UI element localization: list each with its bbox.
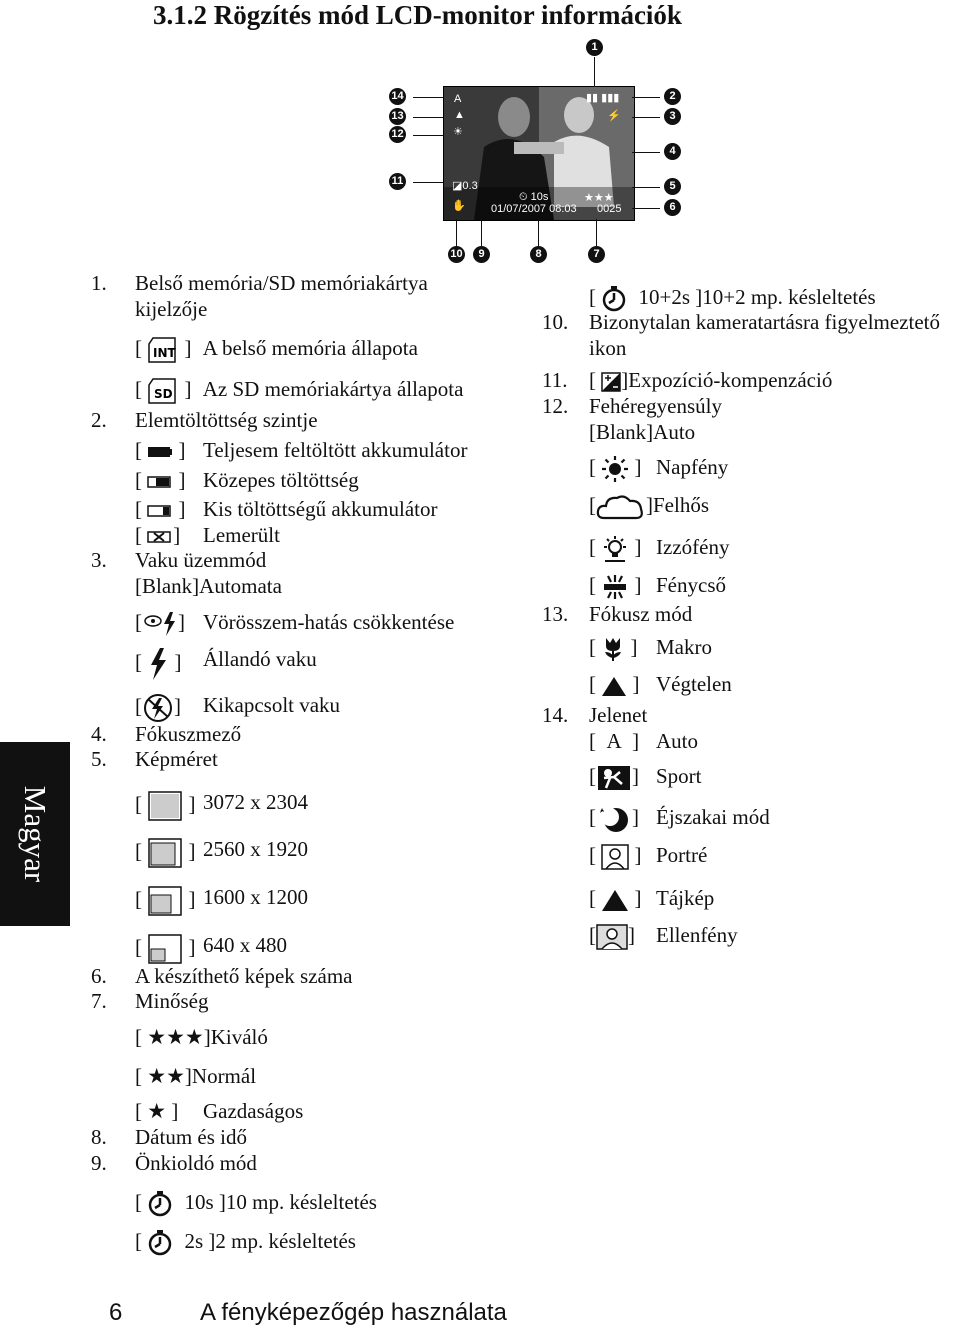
wb-daylight-row: [ ] Napfény (589, 455, 642, 483)
item-number-12: 12. (542, 394, 569, 418)
red-eye-flash-text: Vörösszem-hatás csökkentése (203, 610, 455, 634)
svg-text:INT: INT (153, 346, 176, 361)
self-timer-icon (601, 286, 627, 312)
lcd-wb-icon: ☀ (453, 126, 463, 138)
item-1-title: Belső memória/SD memóriakártya (135, 271, 428, 295)
size-2560-icon (147, 837, 183, 869)
item-6-title: A készíthető képek száma (135, 964, 353, 988)
callout-14: 14 (389, 88, 406, 105)
scene-auto-text: Auto (656, 729, 698, 753)
scene-auto-row: [ A ] Auto (589, 729, 698, 753)
flash-forced-row: [ ] Állandó vaku (135, 647, 182, 681)
scene-night-row: [ ] Éjszakai mód (589, 805, 639, 833)
callout-line-7 (596, 219, 597, 246)
forced-flash-icon (147, 647, 169, 681)
callout-line-2 (632, 97, 660, 98)
size-1600-text: 1600 x 1200 (203, 885, 308, 909)
callout-2: 2 (664, 88, 681, 105)
lcd-quality-icon: ★★★ (584, 192, 614, 204)
timer-10s-row: [ 10s ]10 mp. késleltetés (135, 1190, 377, 1217)
size-1600-row: [ ] 1600 x 1200 (135, 885, 196, 917)
page-number: 6 (109, 1299, 123, 1326)
size-640-text: 640 x 480 (203, 933, 287, 957)
side-language-tab (0, 742, 70, 926)
callout-5: 5 (664, 178, 681, 195)
sd-card-text: Az SD memóriakártya állapota (202, 377, 464, 401)
callout-13: 13 (389, 108, 406, 125)
flash-off-icon (142, 693, 174, 723)
self-timer-icon (147, 1230, 173, 1256)
portrait-icon (601, 844, 629, 870)
quality-normal-text: ]Normál (184, 1064, 257, 1088)
quality-fine-text: ]Kiváló (203, 1025, 268, 1049)
cloud-icon (596, 493, 646, 521)
item-number-5: 5. (91, 747, 107, 771)
battery-empty-text: Lemerült (203, 523, 280, 547)
item-9-title: Önkioldó mód (135, 1151, 257, 1175)
wb-tungsten-text: Izzófény (656, 535, 730, 559)
battery-empty-row: [ ] Lemerült (135, 523, 280, 547)
callout-line-4 (632, 152, 660, 153)
callout-line-1 (594, 57, 595, 87)
scene-landscape-row: [ ] Tájkép (589, 886, 642, 912)
red-eye-flash-icon (142, 611, 178, 637)
scene-night-text: Éjszakai mód (656, 805, 770, 829)
battery-half-text: Közepes töltöttség (203, 468, 359, 492)
lcd-shake-icon: ✋ (452, 200, 466, 212)
timer-10s-text: 10s ]10 mp. késleltetés (184, 1190, 377, 1214)
flash-redeye-row: [ ] Vörösszem-hatás csökkentése (135, 610, 185, 637)
two-star-icon: ★★ (147, 1064, 185, 1088)
quality-fine-row: [ ★★★]Kiváló (135, 1025, 268, 1049)
wb-fluorescent-text: Fénycső (656, 573, 726, 597)
lcd-ev-value: 0.3 (462, 180, 478, 192)
timer-2s-text: 2s ]2 mp. késleltetés (184, 1229, 356, 1253)
battery-empty-icon (147, 530, 173, 544)
item-3-subtitle: [Blank]Automata (135, 574, 282, 598)
internal-memory-text: A belső memória állapota (202, 336, 418, 360)
lcd-screen-illustration (443, 86, 635, 221)
callout-1: 1 (586, 39, 603, 56)
timer-2s-row: [ 2s ]2 mp. késleltetés (135, 1229, 356, 1256)
internal-memory-icon (147, 336, 179, 364)
size-3072-text: 3072 x 2304 (203, 790, 308, 814)
item-number-9: 9. (91, 1151, 107, 1175)
callout-11: 11 (389, 173, 406, 190)
section-title: 3.1.2 Rögzítés mód LCD-monitor információk (153, 0, 682, 30)
item-number-4: 4. (91, 722, 107, 746)
wb-tungsten-row: [ ] Izzófény (589, 535, 642, 563)
item-number-3: 3. (91, 548, 107, 572)
lcd-focus-icon: ▲ (454, 109, 465, 121)
lcd-timer-value: 10s (530, 191, 549, 203)
battery-full-text: Teljesem feltöltött akkumulátor (203, 438, 468, 462)
exposure-compensation-icon (601, 372, 621, 392)
callout-10: 10 (448, 246, 465, 263)
callout-line-5 (632, 187, 660, 188)
focus-macro-text: Makro (656, 635, 712, 659)
size-1600-icon (147, 885, 183, 917)
item-1-title-cont: kijelzője (135, 297, 208, 321)
item-number-14: 14. (542, 703, 569, 727)
item-10-title: Bizonytalan kameratartásra figyelmeztető (589, 310, 941, 334)
item-number-11: 11. (542, 368, 568, 392)
sd-card-icon (147, 377, 179, 405)
item-number-13: 13. (542, 602, 569, 626)
scene-sport-text: Sport (656, 764, 702, 788)
item-number-8: 8. (91, 1125, 107, 1149)
item-10-title-cont: ikon (589, 336, 627, 360)
item-number-7: 7. (91, 989, 107, 1013)
battery-full-icon (147, 445, 173, 459)
mountain-icon (601, 675, 627, 697)
flash-off-row: [ ] Kikapcsolt vaku (135, 693, 181, 723)
quality-normal-row: [ ★★]Normál (135, 1064, 257, 1088)
item-8-title: Dátum és idő (135, 1125, 247, 1149)
size-3072-icon (147, 790, 183, 822)
fluorescent-icon (601, 575, 629, 599)
battery-half-icon (147, 475, 173, 489)
callout-line-12 (413, 135, 443, 136)
lcd-ev-indicator: ◪0.3 (452, 180, 478, 192)
callout-8: 8 (530, 246, 547, 263)
scene-backlight-row: [ ] Ellenfény (589, 923, 635, 950)
item-4-title: Fókuszmező (135, 722, 242, 746)
svg-text:SD: SD (154, 387, 173, 402)
focus-infinity-text: Végtelen (656, 672, 732, 696)
item-12-title: Fehéregyensúly (589, 394, 722, 418)
callout-9: 9 (473, 246, 490, 263)
item-11-row: [ ]Expozíció-kompenzáció (589, 368, 833, 392)
size-2560-row: [ ] 2560 x 1920 (135, 837, 196, 869)
wb-cloudy-text: ]Felhős (646, 493, 709, 517)
landscape-icon (601, 888, 629, 912)
item-3-title: Vaku üzemmód (135, 548, 267, 572)
battery-low-icon (147, 504, 173, 518)
item-11-title: ]Expozíció-kompenzáció (621, 368, 833, 392)
sport-runner-icon (596, 764, 632, 792)
lcd-datetime: 01/07/2007 08:03 (491, 203, 577, 215)
item-5-title: Képméret (135, 747, 218, 771)
timer-10-2s-row: [ 10+2s ]10+2 mp. késleltetés (589, 285, 876, 312)
quality-economy-row: [ ★ ] Gazdaságos (135, 1099, 304, 1123)
item-2-title: Elemtöltöttség szintje (135, 408, 318, 432)
scene-landscape-text: Tájkép (656, 886, 715, 910)
memory-int-row: [ INT ] A belső memória állapota (135, 336, 418, 364)
battery-full-row: [ ] Teljesem feltöltött akkumulátor (135, 438, 468, 462)
item-7-title: Minőség (135, 989, 209, 1013)
callout-7: 7 (588, 246, 605, 263)
item-number-2: 2. (91, 408, 107, 432)
three-star-icon: ★★★ (147, 1025, 204, 1049)
scene-auto-letter: A (606, 729, 622, 753)
light-bulb-icon (601, 535, 629, 563)
wb-daylight-text: Napfény (656, 455, 729, 479)
callout-line-3 (632, 117, 660, 118)
one-star-icon: ★ (147, 1099, 167, 1123)
size-640-icon (147, 933, 183, 965)
forced-flash-text: Állandó vaku (203, 647, 317, 671)
footer-chapter-title: A fényképezőgép használata (200, 1299, 507, 1326)
size-3072-row: [ ] 3072 x 2304 (135, 790, 196, 822)
battery-half-row: [ ] Közepes töltöttség (135, 468, 359, 492)
focus-infinity-row: [ ] Végtelen (589, 672, 732, 696)
callout-3: 3 (664, 108, 681, 125)
size-2560-text: 2560 x 1920 (203, 837, 308, 861)
callout-line-6 (632, 208, 660, 209)
callout-line-9 (481, 219, 482, 246)
callout-12: 12 (389, 126, 406, 143)
lcd-flash-icon: ⚡ (607, 110, 621, 122)
scene-portrait-text: Portré (656, 843, 708, 867)
wb-fluorescent-row: [ ] Fénycső (589, 573, 642, 599)
callout-line-14 (413, 97, 443, 98)
item-number-6: 6. (91, 964, 107, 988)
callout-6: 6 (664, 199, 681, 216)
focus-macro-row: [ ] Makro (589, 635, 638, 662)
battery-low-row: [ ] Kis töltöttségű akkumulátor (135, 497, 438, 521)
item-14-title: Jelenet (589, 703, 648, 727)
lcd-timer: ⏲ 10s (519, 191, 549, 203)
night-moon-icon (596, 805, 632, 833)
lcd-scene-indicator: A (454, 93, 462, 105)
macro-flower-icon (601, 636, 625, 662)
self-timer-icon (147, 1191, 173, 1217)
wb-cloudy-row: [ ]Felhős (589, 493, 709, 521)
scene-portrait-row: [ ] Portré (589, 843, 642, 870)
callout-line-8 (538, 219, 539, 246)
flash-off-text: Kikapcsolt vaku (203, 693, 341, 717)
item-12-subtitle: [Blank]Auto (589, 420, 696, 444)
item-13-title: Fókusz mód (589, 602, 693, 626)
size-640-row: [ ] 640 x 480 (135, 933, 196, 965)
memory-sd-row: [ SD ] Az SD memóriakártya állapota (135, 377, 463, 405)
timer-10-2s-text: 10+2s ]10+2 mp. késleltetés (638, 285, 876, 309)
lcd-memory-battery-icon: ▮▮ ▮▮▮ (586, 92, 620, 104)
callout-line-13 (413, 117, 443, 118)
callout-4: 4 (664, 143, 681, 160)
backlight-icon (596, 924, 628, 950)
scene-backlight-text: Ellenfény (656, 923, 738, 947)
callout-line-11 (413, 182, 443, 183)
callout-line-10 (456, 219, 457, 246)
battery-low-text: Kis töltöttségű akkumulátor (203, 497, 438, 521)
item-number-1: 1. (91, 271, 107, 295)
scene-sport-row: [ ] Sport (589, 764, 639, 792)
side-tab-label: Magyar (18, 785, 53, 883)
quality-economy-text: Gazdaságos (203, 1099, 304, 1123)
sun-icon (601, 455, 629, 483)
item-number-10: 10. (542, 310, 569, 334)
lcd-shot-count: 0025 (597, 203, 622, 215)
